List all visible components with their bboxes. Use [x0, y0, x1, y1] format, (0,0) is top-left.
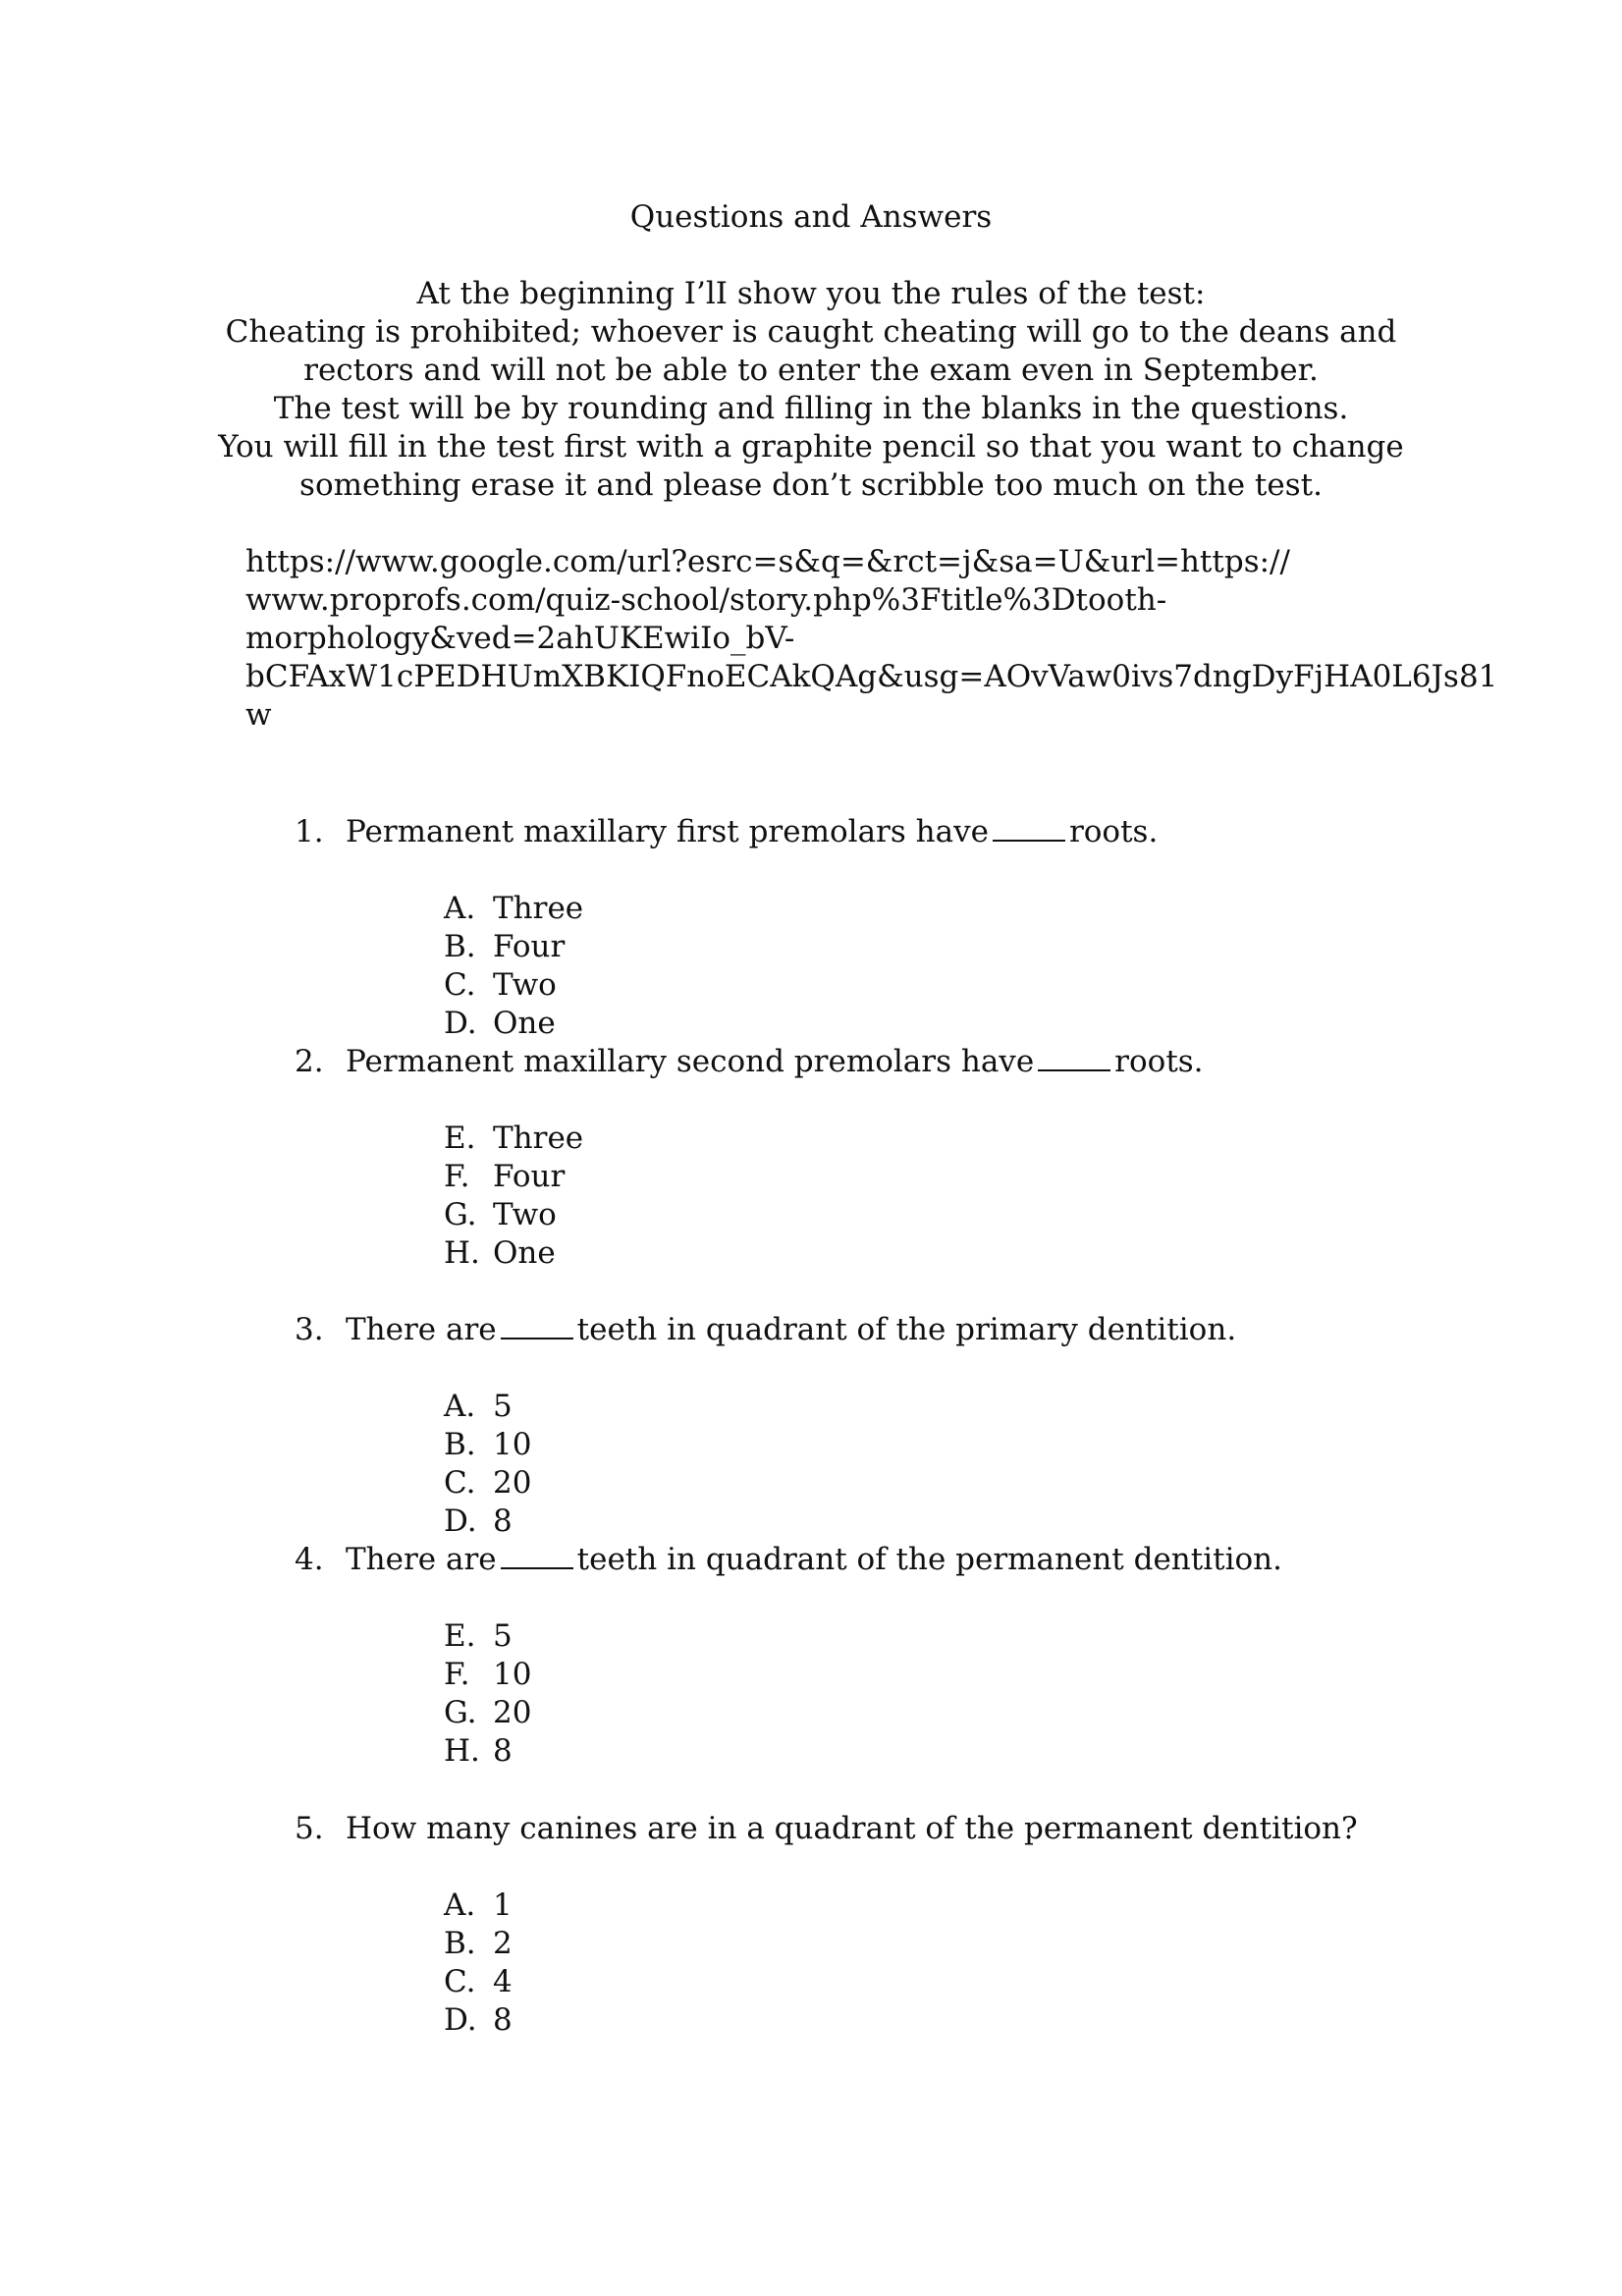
option-item [444, 1464, 531, 1503]
option-letter: B. [444, 929, 476, 964]
source-url [245, 543, 1497, 735]
option-letter: D. [444, 1503, 477, 1539]
option-item [444, 1694, 531, 1732]
option-item [444, 1426, 531, 1464]
question-2 [295, 1043, 1204, 1081]
url-line: bCFAxW1cPEDHUmXBKIQFnoECAkQAg&usg=AOvVaw0ivs7dngDyFjHA0L6Js81 [245, 659, 1498, 694]
options-list [444, 1120, 583, 1273]
option-item [444, 1656, 531, 1694]
option-text: 8 [493, 1733, 513, 1769]
option-item [444, 890, 583, 928]
option-item [444, 1120, 583, 1158]
option-item [444, 1925, 513, 1963]
rules-line: The test will be by rounding and filling in the blanks in the questions. [273, 391, 1349, 426]
option-item [444, 1388, 531, 1426]
option-letter: A. [444, 891, 476, 926]
rules-line: something erase it and please don’t scribble too much on the test. [299, 467, 1323, 503]
page-title: Questions and Answers [629, 199, 993, 235]
option-letter: B. [444, 1926, 476, 1961]
option-letter: G. [444, 1197, 477, 1232]
rules-line: Cheating is prohibited; whoever is caught cheating will go to the deans and [225, 314, 1397, 350]
option-letter: F. [444, 1657, 470, 1692]
question-text: Permanent maxillary first premolars have [346, 814, 989, 849]
option-text: 8 [493, 2002, 513, 2038]
answer-blank [1038, 1048, 1110, 1071]
option-letter: A. [444, 1389, 476, 1424]
option-letter: F. [444, 1159, 470, 1194]
question-number: 3. [295, 1312, 324, 1347]
option-item [444, 1196, 583, 1234]
option-item [444, 966, 583, 1005]
option-letter: G. [444, 1695, 477, 1730]
question-text-end: teeth in quadrant of the primary dentition. [576, 1312, 1237, 1347]
option-text: Four [493, 1159, 566, 1194]
option-text: Three [493, 1121, 584, 1156]
rules-line: At the beginning I’lI show you the rules of the test: [416, 276, 1206, 311]
question-text: Permanent maxillary second premolars have [346, 1044, 1035, 1079]
answer-blank [501, 1316, 573, 1339]
option-text: 10 [493, 1427, 532, 1462]
options-list [444, 890, 583, 1043]
option-text: One [493, 1235, 556, 1271]
option-item [444, 1732, 531, 1771]
option-text: 2 [493, 1926, 513, 1961]
option-item [444, 1503, 531, 1541]
url-line: morphology&ved=2ahUKEwiIo_bV- [245, 621, 795, 656]
option-text: 20 [493, 1465, 532, 1501]
question-number: 2. [295, 1044, 324, 1079]
option-text: Two [493, 1197, 557, 1232]
question-4 [295, 1541, 1282, 1579]
options-list [444, 1886, 513, 2040]
option-text: 5 [493, 1389, 513, 1424]
question-text-end: roots. [1114, 1044, 1204, 1079]
option-text: Two [493, 967, 557, 1003]
option-text: One [493, 1006, 556, 1041]
question-text: How many canines are in a quadrant of the permanent dentition? [346, 1811, 1358, 1846]
option-item [444, 1234, 583, 1273]
option-letter: A. [444, 1887, 476, 1923]
question-3 [295, 1311, 1236, 1349]
option-item [444, 1886, 513, 1925]
option-letter: C. [444, 1465, 476, 1501]
option-text: 10 [493, 1657, 532, 1692]
url-line: https://www.google.com/url?esrc=s&q=&rct=j&sa=U&url=https:// [245, 544, 1290, 579]
option-text: 1 [493, 1887, 513, 1923]
option-item [444, 1963, 513, 2001]
rules-line: rectors and will not be able to enter the exam even in September. [303, 353, 1319, 388]
options-list [444, 1617, 531, 1771]
option-letter: C. [444, 967, 476, 1003]
option-text: 5 [493, 1618, 513, 1654]
option-letter: C. [444, 1964, 476, 1999]
option-letter: E. [444, 1618, 476, 1654]
url-line: w [245, 697, 272, 733]
options-list [444, 1388, 531, 1541]
url-line: www.proprofs.com/quiz-school/story.php%3Ftitle%3Dtooth- [245, 582, 1167, 618]
option-text: 20 [493, 1695, 532, 1730]
option-item [444, 1158, 583, 1196]
option-letter: H. [444, 1733, 480, 1769]
option-text: Three [493, 891, 584, 926]
rules-line: You will fill in the test first with a graphite pencil so that you want to change [218, 429, 1404, 465]
option-text: 4 [493, 1964, 513, 1999]
option-letter: D. [444, 2002, 477, 2038]
option-letter: B. [444, 1427, 476, 1462]
option-letter: H. [444, 1235, 480, 1271]
question-text-end: teeth in quadrant of the permanent dentition. [576, 1542, 1282, 1577]
rules-paragraph [0, 275, 1622, 505]
option-item [444, 1005, 583, 1043]
question-text: There are [346, 1542, 497, 1577]
answer-blank [501, 1546, 573, 1569]
option-item [444, 2001, 513, 2040]
option-item [444, 1617, 531, 1656]
option-letter: D. [444, 1006, 477, 1041]
question-1 [295, 813, 1158, 851]
question-text-end: roots. [1068, 814, 1159, 849]
option-text: 8 [493, 1503, 513, 1539]
answer-blank [993, 818, 1065, 842]
option-item [444, 928, 583, 966]
question-5 [295, 1810, 1358, 1848]
option-letter: E. [444, 1121, 476, 1156]
question-text: There are [346, 1312, 497, 1347]
question-number: 1. [295, 814, 324, 849]
question-number: 4. [295, 1542, 324, 1577]
option-text: Four [493, 929, 566, 964]
question-number: 5. [295, 1811, 324, 1846]
